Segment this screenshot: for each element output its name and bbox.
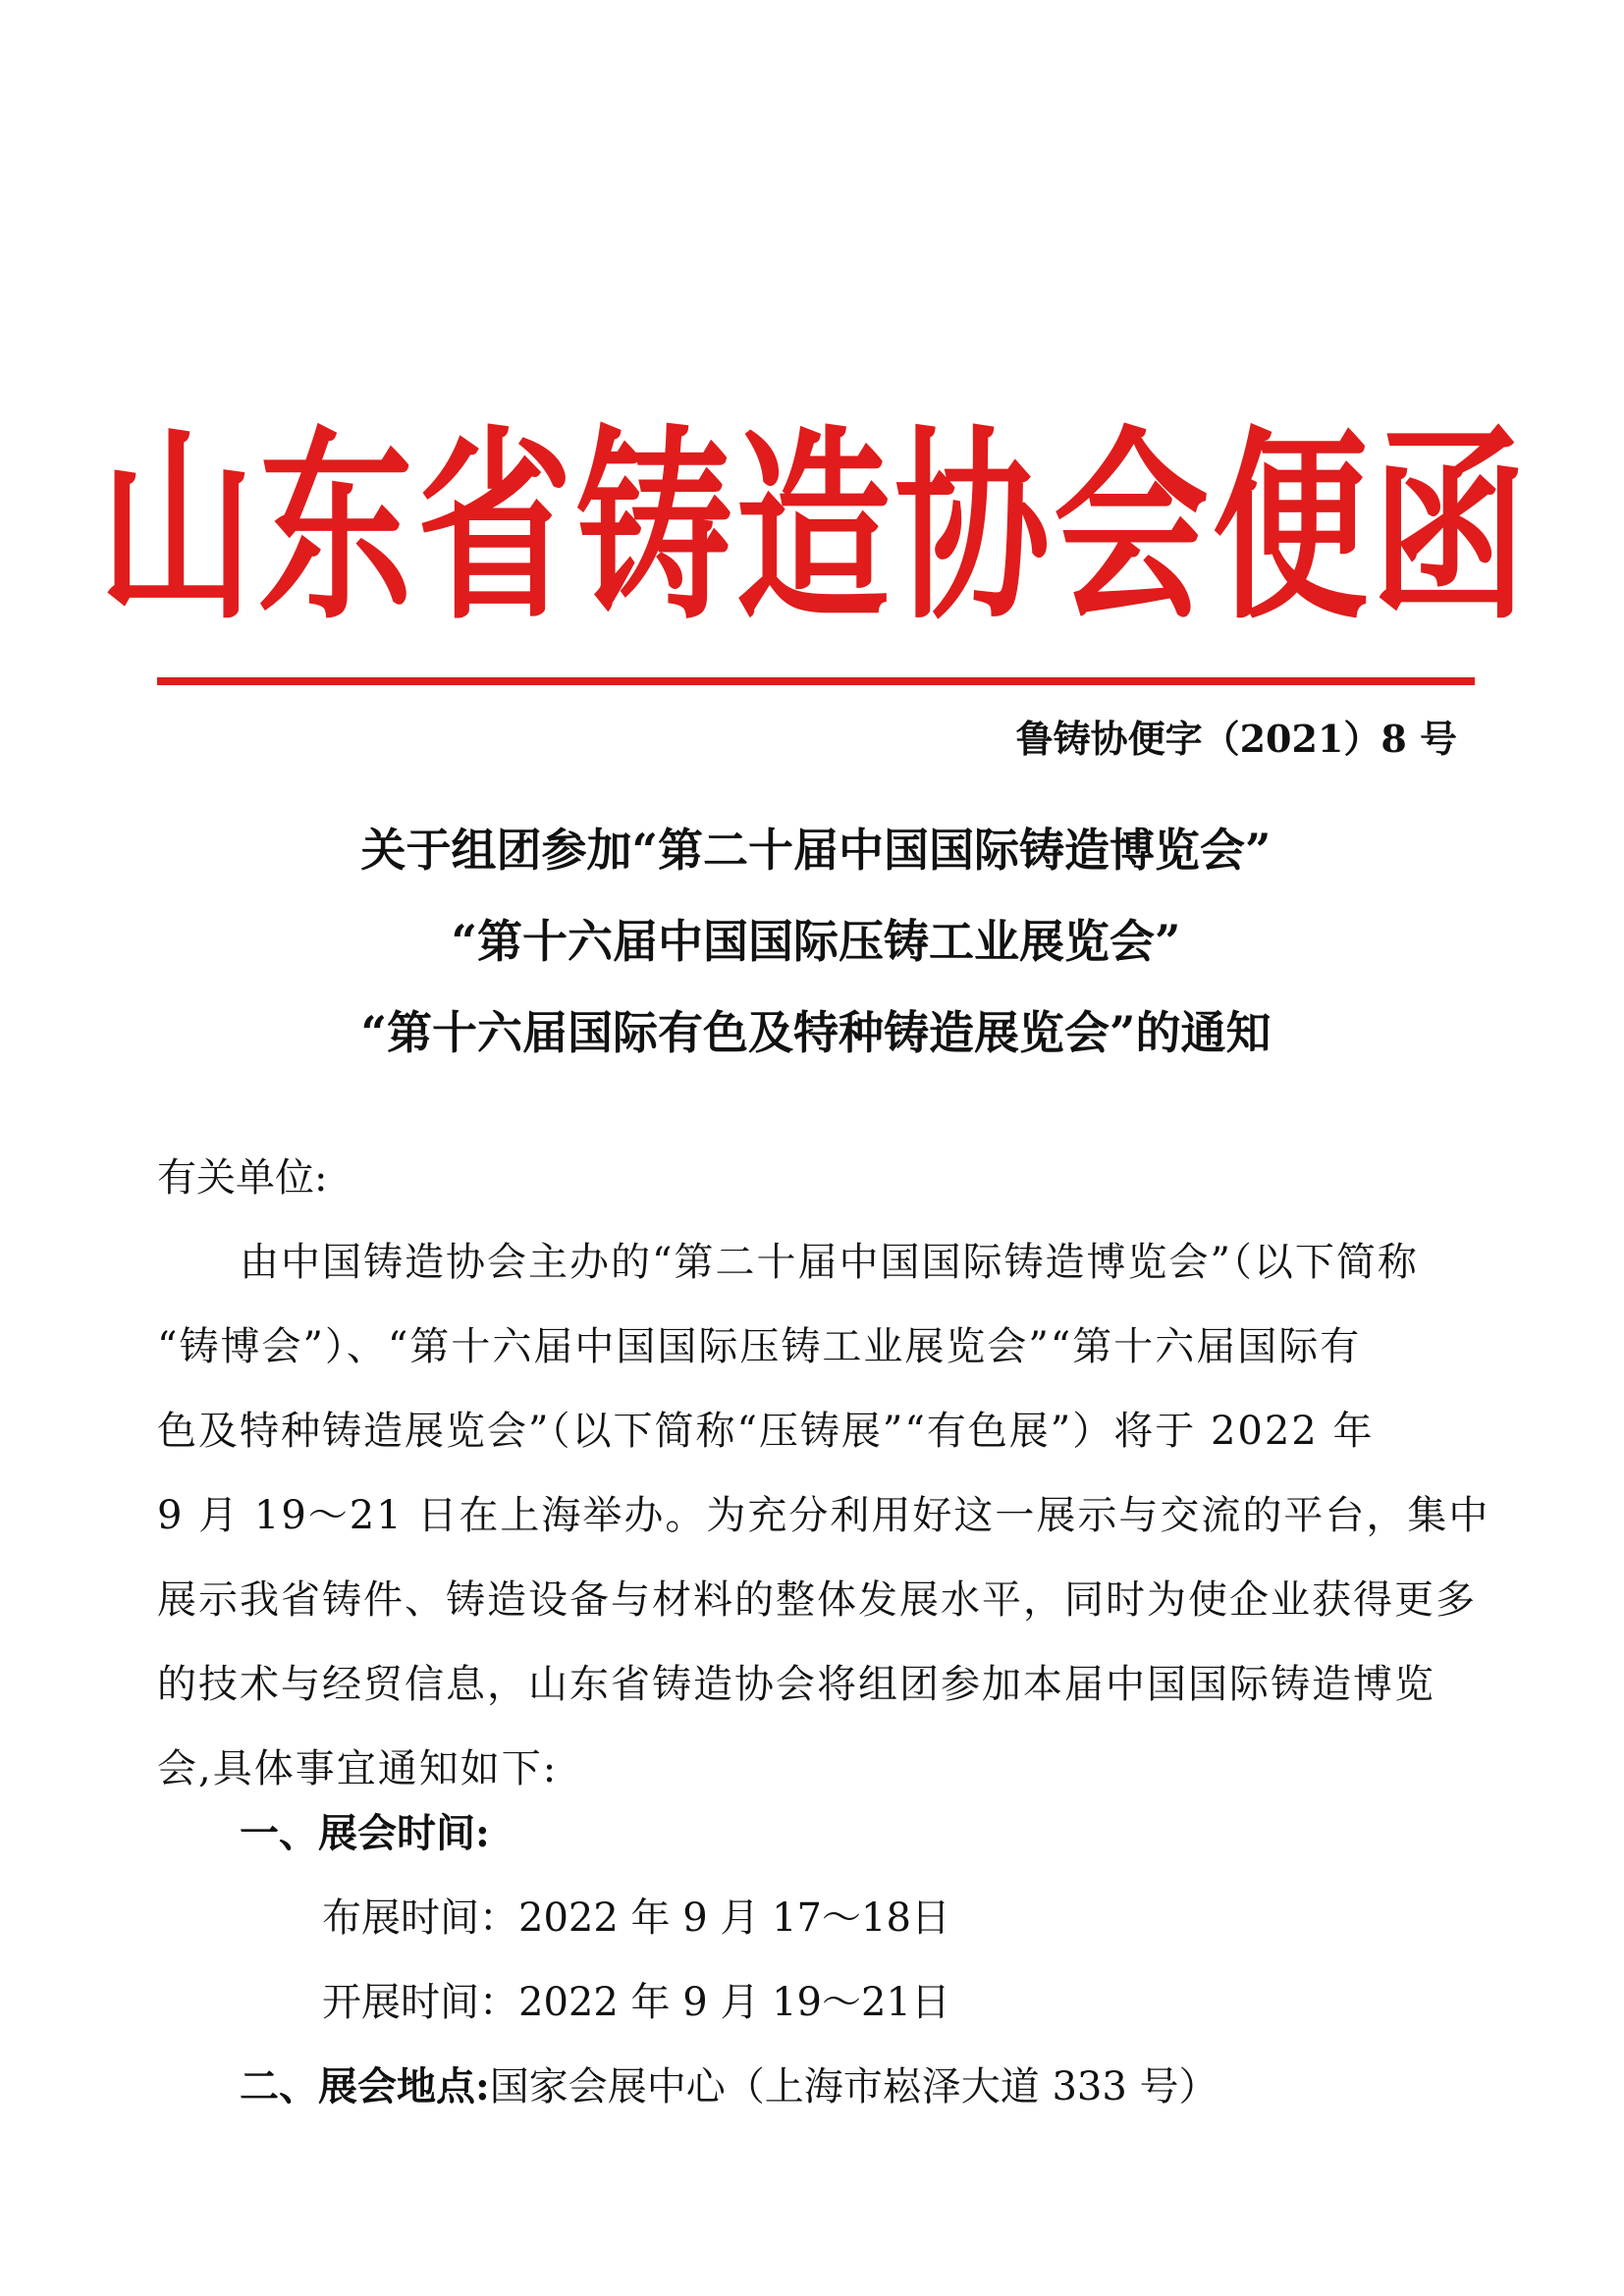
title-line-1: 关于组团参加“第二十届中国国际铸造博览会” [360, 824, 1272, 877]
body-line: “铸博会”）、“第十六届中国国际压铸工业展览会”“第十六届国际有 [157, 1324, 1362, 1369]
body-line: 9 月 19～21 日在上海举办。为充分利用好这一展示与交流的平台，集中 [157, 1493, 1490, 1538]
document-title [157, 805, 1475, 1079]
body-line: 由中国铸造协会主办的“第二十届中国国际铸造博览会”（以下简称 [240, 1240, 1419, 1285]
document-number: 鲁铸协便字（2021）8 号 [1015, 717, 1457, 761]
title-line-3: “第十六届国际有色及特种铸造展览会”的通知 [360, 1006, 1272, 1059]
venue-address: 国家会展中心（上海市崧泽大道 333 号） [489, 2064, 1218, 2109]
body-line: 色及特种铸造展览会”（以下简称“压铸展”“有色展”）将于 2022 年 [157, 1409, 1375, 1454]
body-line: 会,具体事宜通知如下: [157, 1746, 559, 1791]
salutation: 有关单位: [157, 1155, 328, 1201]
section-venue [157, 2045, 1475, 2129]
notice-sections [157, 1791, 1475, 2129]
body-line: 展示我省铸件、铸造设备与材料的整体发展水平，同时为使企业获得更多 [157, 1577, 1477, 1623]
body-paragraph [157, 1220, 1490, 1811]
title-line-2: “第十六届中国国际压铸工业展览会” [451, 915, 1181, 968]
letterhead-divider [157, 677, 1475, 685]
letterhead-title: 山东省铸造协会便函 [99, 408, 1531, 648]
section-heading-venue: 二、展会地点: [240, 2063, 490, 2109]
section-heading-time: 一、展会时间: [240, 1810, 490, 1856]
body-line: 的技术与经贸信息，山东省铸造协会将组团参加本届中国国际铸造博览 [157, 1662, 1435, 1707]
setup-time: 布展时间：2022 年 9 月 17～18日 [322, 1896, 950, 1941]
opening-time: 开展时间：2022 年 9 月 19～21日 [322, 1980, 950, 2025]
